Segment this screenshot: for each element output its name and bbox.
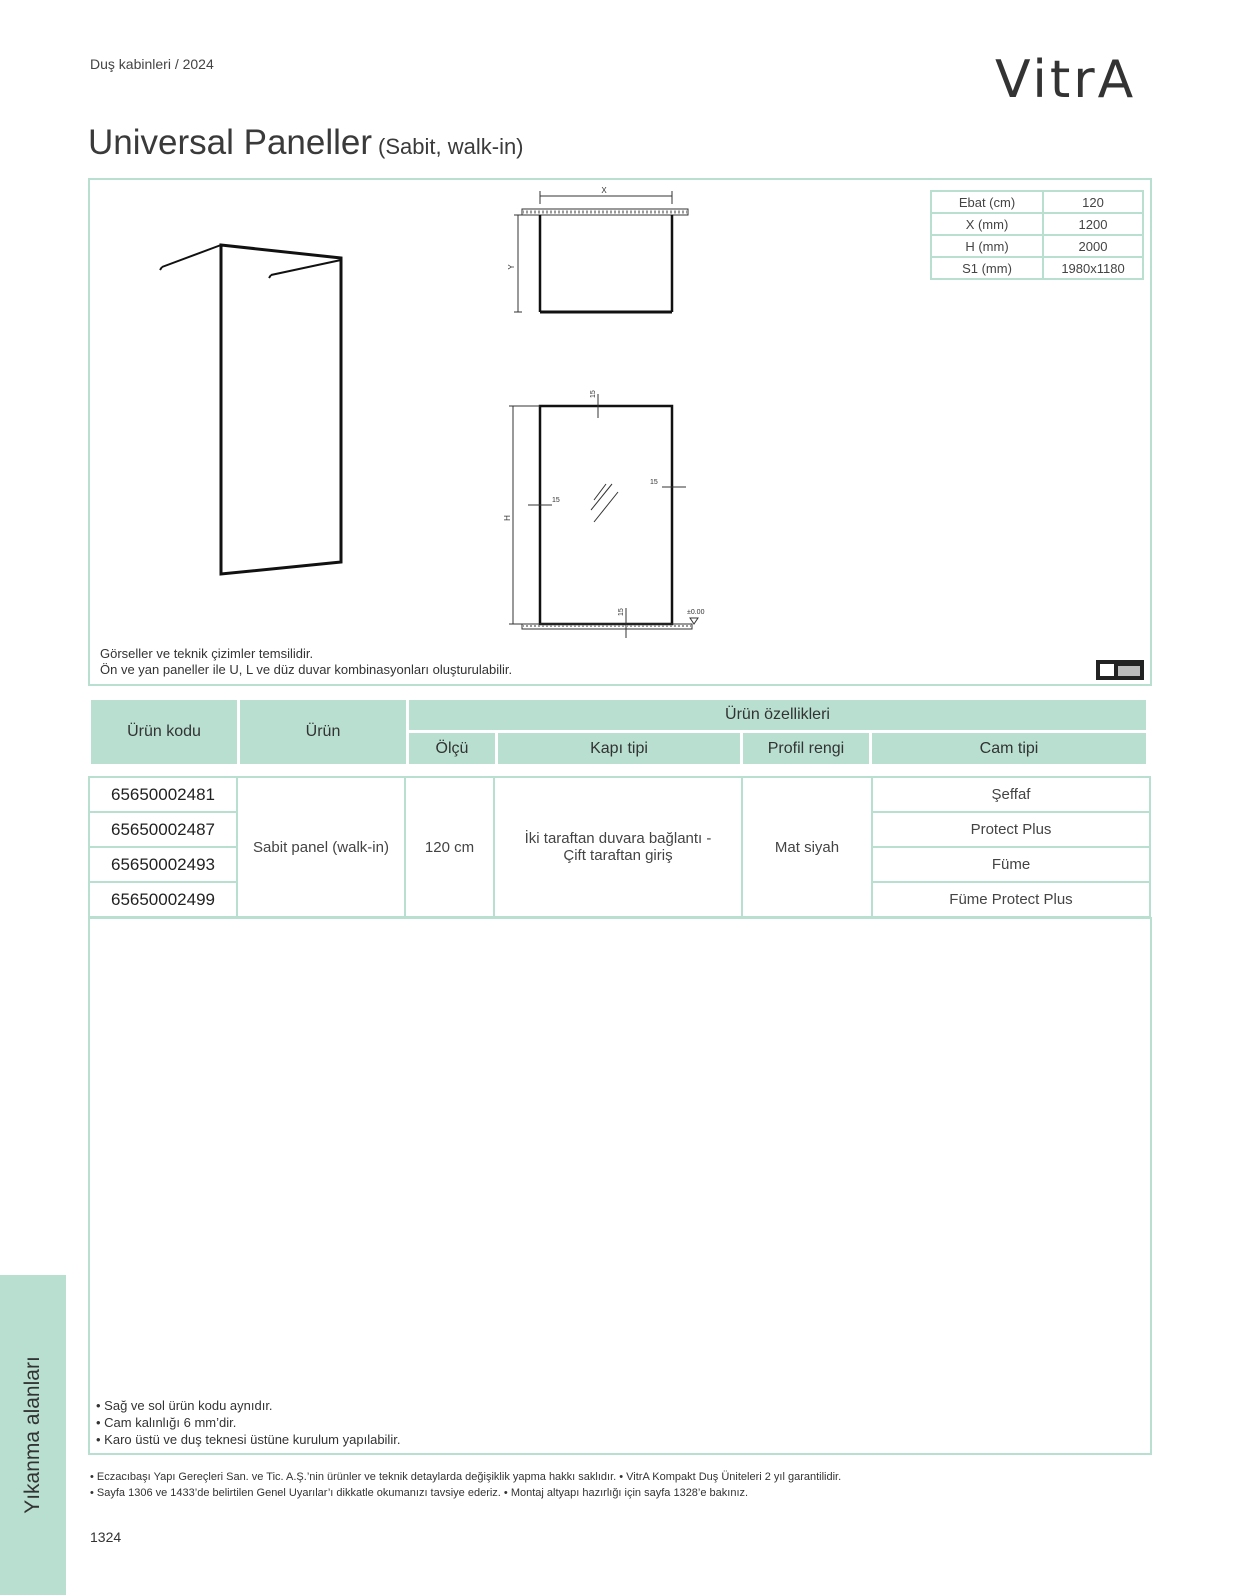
table-row	[931, 213, 1143, 235]
dim-label: S1 (mm)	[931, 257, 1043, 279]
dim-15-bottom: 15	[618, 608, 625, 616]
note-line: Ön ve yan paneller ile U, L ve düz duvar kombinasyonları oluşturulabilir.	[100, 662, 513, 677]
dim-value: 120	[1043, 191, 1143, 213]
dimensions-table	[930, 190, 1144, 280]
product-code: 65650002481	[89, 777, 237, 812]
dim-label: Ebat (cm)	[931, 191, 1043, 213]
title-sub: (Sabit, walk-in)	[378, 134, 524, 159]
diagram-notes	[100, 646, 512, 678]
product-code: 65650002493	[89, 847, 237, 882]
label-y: Y	[507, 264, 516, 270]
product-size: 120 cm	[405, 777, 494, 917]
header-size: Ölçü	[409, 733, 495, 764]
dim-label: H (mm)	[931, 235, 1043, 257]
side-tab-label: Yıkanma alanları	[21, 1356, 44, 1514]
product-table-header	[88, 697, 1149, 767]
header-product-code: Ürün kodu	[91, 700, 237, 764]
top-view-drawing	[502, 182, 702, 332]
footer-notes	[90, 1469, 841, 1501]
footer-line: • Eczacıbaşı Yapı Gereçleri San. ve Tic. A.Ş.’nin ürünler ve teknik detaylarda değişiklik yapma hakkı saklıdır. • VitrA Kompakt Duş Üniteleri 2 yıl garantilidir.	[90, 1471, 842, 1483]
header-profile-color: Profil rengi	[743, 733, 869, 764]
label-x: X	[601, 186, 607, 195]
floor-level: ±0.00	[687, 609, 705, 616]
table-row	[89, 777, 1150, 812]
glass-type: Füme Protect Plus	[872, 882, 1150, 917]
bullet-item: • Sağ ve sol ürün kodu aynıdır.	[96, 1398, 273, 1413]
panel-perspective-drawing	[150, 235, 350, 585]
installation-icon	[1096, 660, 1144, 680]
product-data-table	[88, 776, 1151, 918]
bullet-item: • Cam kalınlığı 6 mm’dir.	[96, 1415, 237, 1430]
side-section-tab	[0, 1275, 66, 1595]
label-h: H	[503, 515, 512, 521]
front-view-drawing	[502, 388, 722, 640]
breadcrumb: Duş kabinleri / 2024	[90, 56, 214, 72]
page-number: 1324	[90, 1529, 122, 1545]
brand-logo: VitrA	[995, 50, 1137, 110]
dim-value: 1200	[1043, 213, 1143, 235]
product-code: 65650002499	[89, 882, 237, 917]
note-line: Görseller ve teknik çizimler temsilidir.	[100, 646, 314, 661]
header-glass-type: Cam tipi	[872, 733, 1146, 764]
dim-value: 2000	[1043, 235, 1143, 257]
glass-type: Şeffaf	[872, 777, 1150, 812]
dim-value: 1980x1180	[1043, 257, 1143, 279]
table-row	[931, 257, 1143, 279]
page-title	[88, 123, 524, 163]
table-row	[931, 191, 1143, 213]
profile-color: Mat siyah	[742, 777, 872, 917]
footer-line: • Sayfa 1306 ve 1433’de belirtilen Genel Uyarılar’ı dikkatle okumanızı tavsiye ederiz. • Montaj altyapı hazırlığı için sayfa 1328’e bakınız.	[90, 1487, 749, 1499]
notes-panel	[88, 917, 1152, 1455]
door-type	[494, 777, 742, 917]
glass-type: Füme	[872, 847, 1150, 882]
dim-label: X (mm)	[931, 213, 1043, 235]
title-main: Universal Paneller	[88, 123, 373, 162]
glass-type: Protect Plus	[872, 812, 1150, 847]
product-name: Sabit panel (walk-in)	[237, 777, 405, 917]
table-row	[931, 235, 1143, 257]
dim-15-left: 15	[552, 497, 560, 504]
header-features: Ürün özellikleri	[409, 700, 1146, 730]
door-type-text: İki taraftan duvara bağlantı - Çift taraftan giriş	[524, 830, 712, 864]
diagram-panel	[88, 178, 1152, 686]
bullet-notes	[96, 1397, 400, 1448]
bullet-item: • Karo üstü ve duş teknesi üstüne kurulum yapılabilir.	[96, 1432, 401, 1447]
header-product: Ürün	[240, 700, 406, 764]
dim-15-right: 15	[650, 479, 658, 486]
header-door-type: Kapı tipi	[498, 733, 740, 764]
dim-15-top: 15	[590, 390, 597, 398]
product-code: 65650002487	[89, 812, 237, 847]
